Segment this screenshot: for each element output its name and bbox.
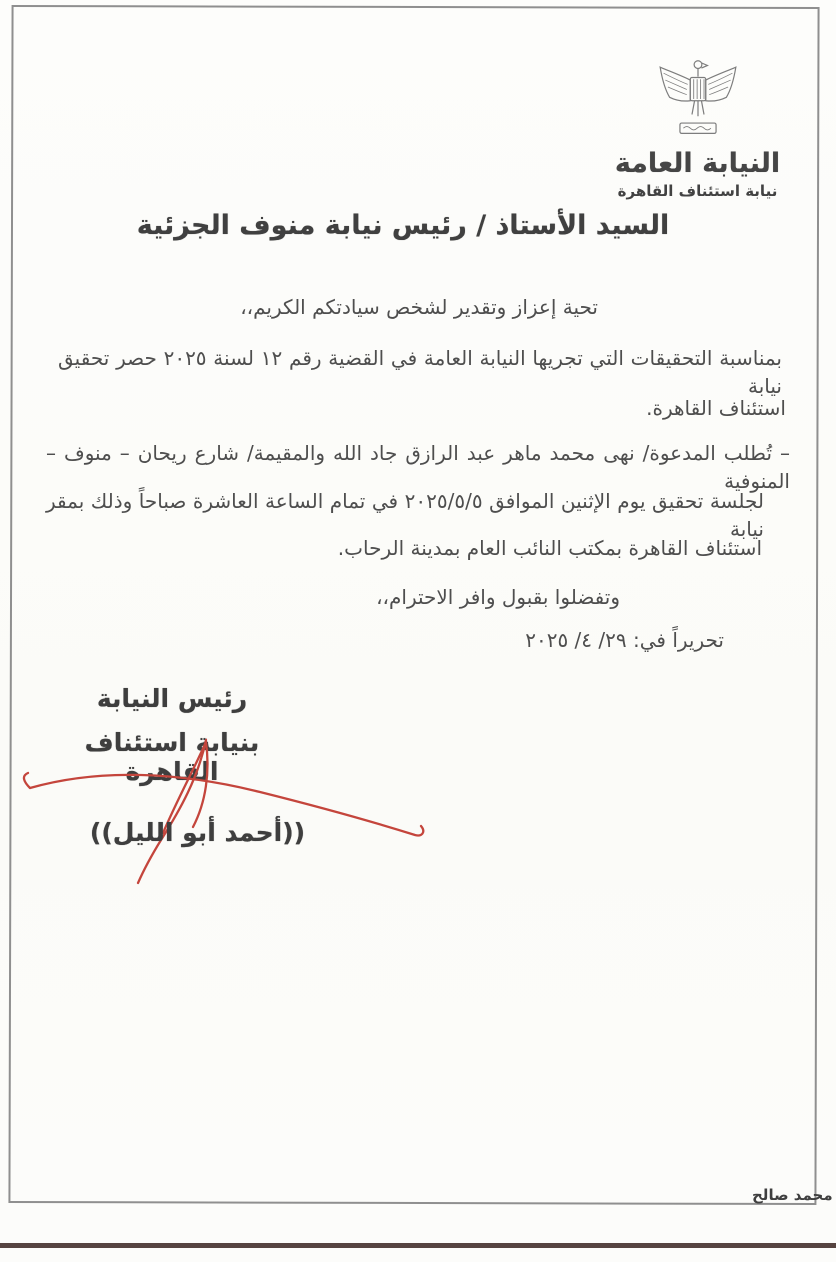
letter-title: السيد الأستاذ / رئيس نيابة منوف الجزئية bbox=[136, 210, 670, 241]
scribe-name: محمد صالح bbox=[752, 1186, 833, 1204]
egypt-eagle-emblem-icon bbox=[655, 56, 741, 146]
org-name: النيابة العامة bbox=[614, 148, 781, 179]
paragraph2-line2: لجلسة تحقيق يوم الإثنين الموافق ٢٠٢٥/٥/٥ في تمام الساعة العاشرة صباحاً وذلك بمقر نيابة bbox=[46, 489, 765, 541]
signature-title-line2: بنيابة استئناف القاهرة bbox=[84, 728, 260, 786]
paragraph1-line2: استئناف القاهرة. bbox=[646, 396, 786, 420]
signature-name: ((أحمد أبو الليل)) bbox=[89, 818, 306, 847]
scan-edge-band bbox=[0, 1243, 836, 1248]
date-line: تحريراً في: ٢٩/ ٤/ ٢٠٢٥ bbox=[525, 628, 724, 652]
paragraph2-line3: استئناف القاهرة بمكتب النائب العام بمدينة الرحاب. bbox=[337, 536, 762, 560]
paragraph2-line1: – تُطلب المدعوة/ نهى محمد ماهر عبد الرازق جاد الله والمقيمة/ شارع ريحان – منوف – المنوفية bbox=[46, 441, 790, 493]
closing-line: وتفضلوا بقبول وافر الاحترام،، bbox=[376, 585, 620, 609]
signature-title-line1: رئيس النيابة bbox=[96, 684, 248, 713]
greeting-line: تحية إعزاز وتقدير لشخص سيادتكم الكريم،، bbox=[240, 295, 598, 319]
signature-block bbox=[36, 684, 308, 801]
letterhead bbox=[600, 56, 795, 200]
paragraph1-line1: بمناسبة التحقيقات التي تجريها النيابة العامة في القضية رقم ١٢ لسنة ٢٠٢٥ حصر تحقيق نيابة bbox=[58, 346, 782, 398]
org-branch: نيابة استئناف القاهرة bbox=[617, 182, 778, 200]
